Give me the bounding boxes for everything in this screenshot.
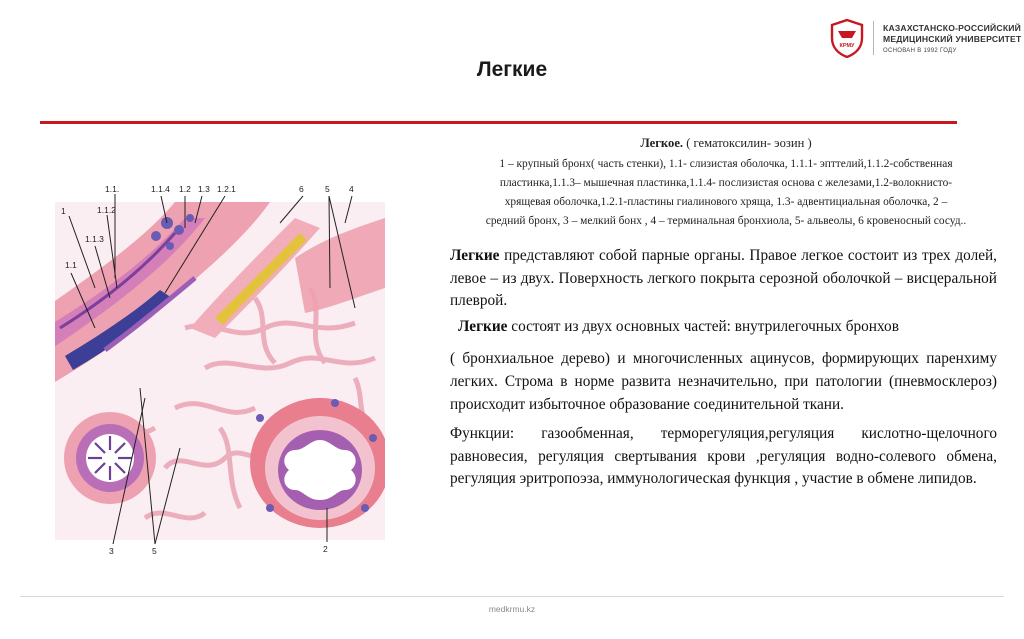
figure-label-1-3: 1.3 [198,184,210,194]
figure-label-1: 1 [61,206,66,216]
figure-label-4: 4 [349,184,354,194]
shield-logo-icon [829,18,865,58]
logo-divider [873,21,874,55]
figure-label-1-1b: 1.1 [65,260,77,270]
body-text [450,245,997,491]
footer-divider [20,596,1004,597]
figure-label-1-2-1: 1.2.1 [217,184,236,194]
figure-label-1-1: 1.1. [105,184,120,194]
figure-caption [440,134,1012,231]
figure-label-5-top: 5 [325,184,330,194]
slide-title: Легкие [476,58,548,81]
caption-stain: ( гематоксилин- эозин ) [683,136,812,150]
title-divider [40,121,957,124]
university-name [883,23,1021,54]
figure-label-5-bottom: 5 [152,546,157,556]
caption-line: хрящевая оболочка,1.2.1-пластины гиалинового хряща, 1.3- адвентициальная оболочка, 2 – [504,196,948,208]
paragraph-parts [450,316,997,339]
figure-label-1-2: 1.2 [179,184,191,194]
caption-heading [440,134,1012,153]
lung-histology-illustration [55,178,400,556]
caption-bold: Легкое. [640,136,684,150]
figure-label-1-1-3: 1.1.3 [85,234,104,244]
figure-label-1-1-4: 1.1.4 [151,184,170,194]
figure-label-3: 3 [109,546,114,556]
paragraph-bold-term: Легкие [450,247,500,264]
figure-label-6: 6 [299,184,304,194]
footer-website: medkrmu.kz [488,604,536,614]
paragraph-text: состоят из двух основных частей: внутрилегочных бронхов [507,317,899,335]
figure-label-1-1-2: 1.1.2 [97,205,116,215]
figure-label-2: 2 [323,544,328,554]
paragraph-structure [450,245,997,313]
paragraph-text: представляют собой парные органы. Правое легкое состоит из трех долей, левое – из двух. Поверхность легкого покрыта серозной оболочкой – висцеральной плеврой. [450,247,997,310]
paragraph-functions: Функции: газообменная, терморегуляция,регуляция кислотно-щелочного равновесия, регуляция свертывания крови ,регуляция водно-солевого обмена, регуляция эритропоэза, иммунологическая функция , участие в обмене липидов. [450,425,997,488]
caption-line: 1 – крупный бронх( часть стенки), 1.1- слизистая оболочка, 1.1.1- эпттелий,1.1.2-собственная [499,158,953,170]
university-logo [829,18,1021,58]
paragraph-stroma: ( бронхиальное дерево) и многочисленных ацинусов, формирующих паренхиму легких. Строма в норме развита незначительно, при патологии (пневмосклероз) происходит избыточное образование соединительной ткани. [450,350,997,413]
university-name-line1: КАЗАХСТАНСКО-РОССИЙСКИЙ [883,22,1022,33]
caption-line: пластинка,1.1.3– мышечная пластинка,1.1.4- послизистая основа с железами,1.2-волокнисто- [499,177,953,189]
university-name-line2: МЕДИЦИНСКИЙ УНИВЕРСИТЕТ [883,33,1022,44]
founded-year: ОСНОВАН В 1992 ГОДУ [883,47,957,54]
paragraph-bold-term: Легкие [458,317,508,335]
logo-badge-text: КРМУ [839,43,855,49]
caption-line: средний бронх, 3 – мелкий бонх , 4 – терминальная бронхиола, 5- альвеолы, 6 кровеносный сосуд.. [485,215,967,227]
